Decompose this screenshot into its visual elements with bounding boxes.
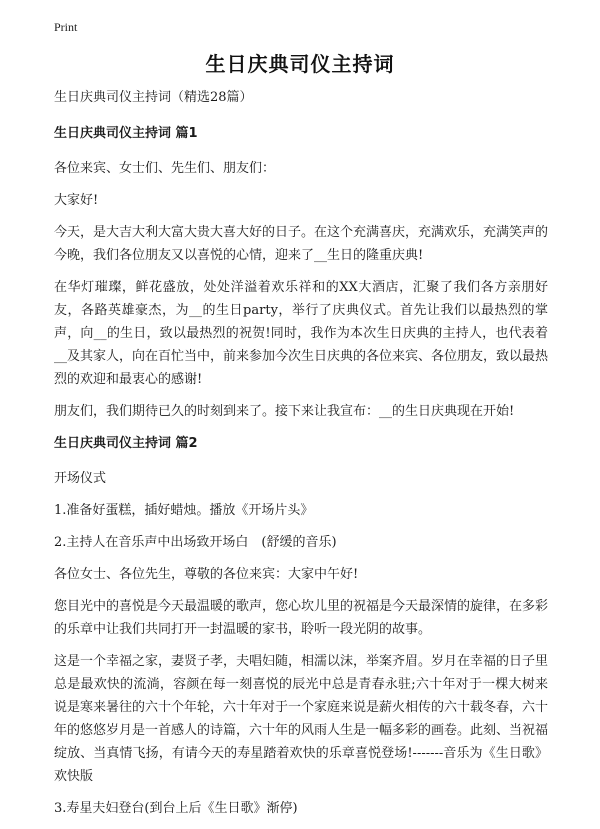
print-link[interactable]: Print [54, 20, 78, 34]
paragraph: 您目光中的喜悦是今天最温暖的歌声，您心坎儿里的祝福是今天最深情的旋律，在多彩的乐章中让我们共同打开一封温暖的家书，聆听一段光阴的故事。 [54, 599, 549, 637]
paragraph: 大家好! [54, 193, 99, 208]
paragraph: 朋友们，我们期待已久的时刻到来了。接下来让我宣布：__的生日庆典现在开始! [54, 404, 515, 419]
section-heading-2: 生日庆典司仪主持词 篇2 [54, 436, 198, 451]
paragraph: 各位女士、各位先生，尊敬的各位来宾：大家中午好! [54, 567, 359, 582]
paragraph: 开场仪式 [54, 471, 107, 486]
section-heading-1: 生日庆典司仪主持词 篇1 [54, 126, 198, 141]
paragraph: 在华灯璀璨，鲜花盛放，处处洋溢着欢乐祥和的XX大酒店，汇聚了我们各方亲朋好友，各路英雄豪杰，为__的生日party，举行了庆典仪式。首先让我们以最热烈的掌声，向__的生日，致以最热烈的祝贺!同时，我作为本次生日庆典的主持人，也代表着__及其家人，向在百忙当中，前来参加今次生日庆典的各位来宾、各位朋友，致以最热烈的欢迎和最衷心的感谢! [54, 280, 549, 387]
document-title: 生日庆典司仪主持词 [205, 52, 395, 76]
paragraph: 3.寿星夫妇登台(到台上后《生日歌》渐停) [54, 801, 298, 816]
paragraph: 1.准备好蛋糕，插好蜡烛。播放《开场片头》 [54, 503, 314, 518]
paragraph: 各位来宾、女士们、先生们、朋友们： [54, 161, 276, 176]
paragraph: 2.主持人在音乐声中出场致开场白 (舒缓的音乐) [54, 535, 337, 550]
document-body [54, 86, 548, 829]
paragraph: 这是一个幸福之家，妻贤子孝，夫唱妇随，相濡以沫，举案齐眉。岁月在幸福的日子里总是最欢快的流淌，容颜在每一刻喜悦的辰光中总是青春永驻;六十年对于一棵大树来说是寒来暑往的六十个年轮，六十年对于一个家庭来说是薪火相传的六十载冬春，六十年的悠悠岁月是一首感人的诗篇，六十年的风雨人生是一幅多彩的画卷。此刻、当祝福绽放、当真情飞扬，有请今天的寿星踏着欢快的乐章喜悦登场!-------音乐为《生日歌》欢快版 [54, 654, 549, 784]
document-subtitle: 生日庆典司仪主持词（精选28篇） [54, 90, 253, 105]
paragraph: 今天，是大吉大利大富大贵大喜大好的日子。在这个充满喜庆，充满欢乐，充满笑声的今晚，我们各位朋友又以喜悦的心情，迎来了__生日的隆重庆典! [54, 225, 549, 263]
